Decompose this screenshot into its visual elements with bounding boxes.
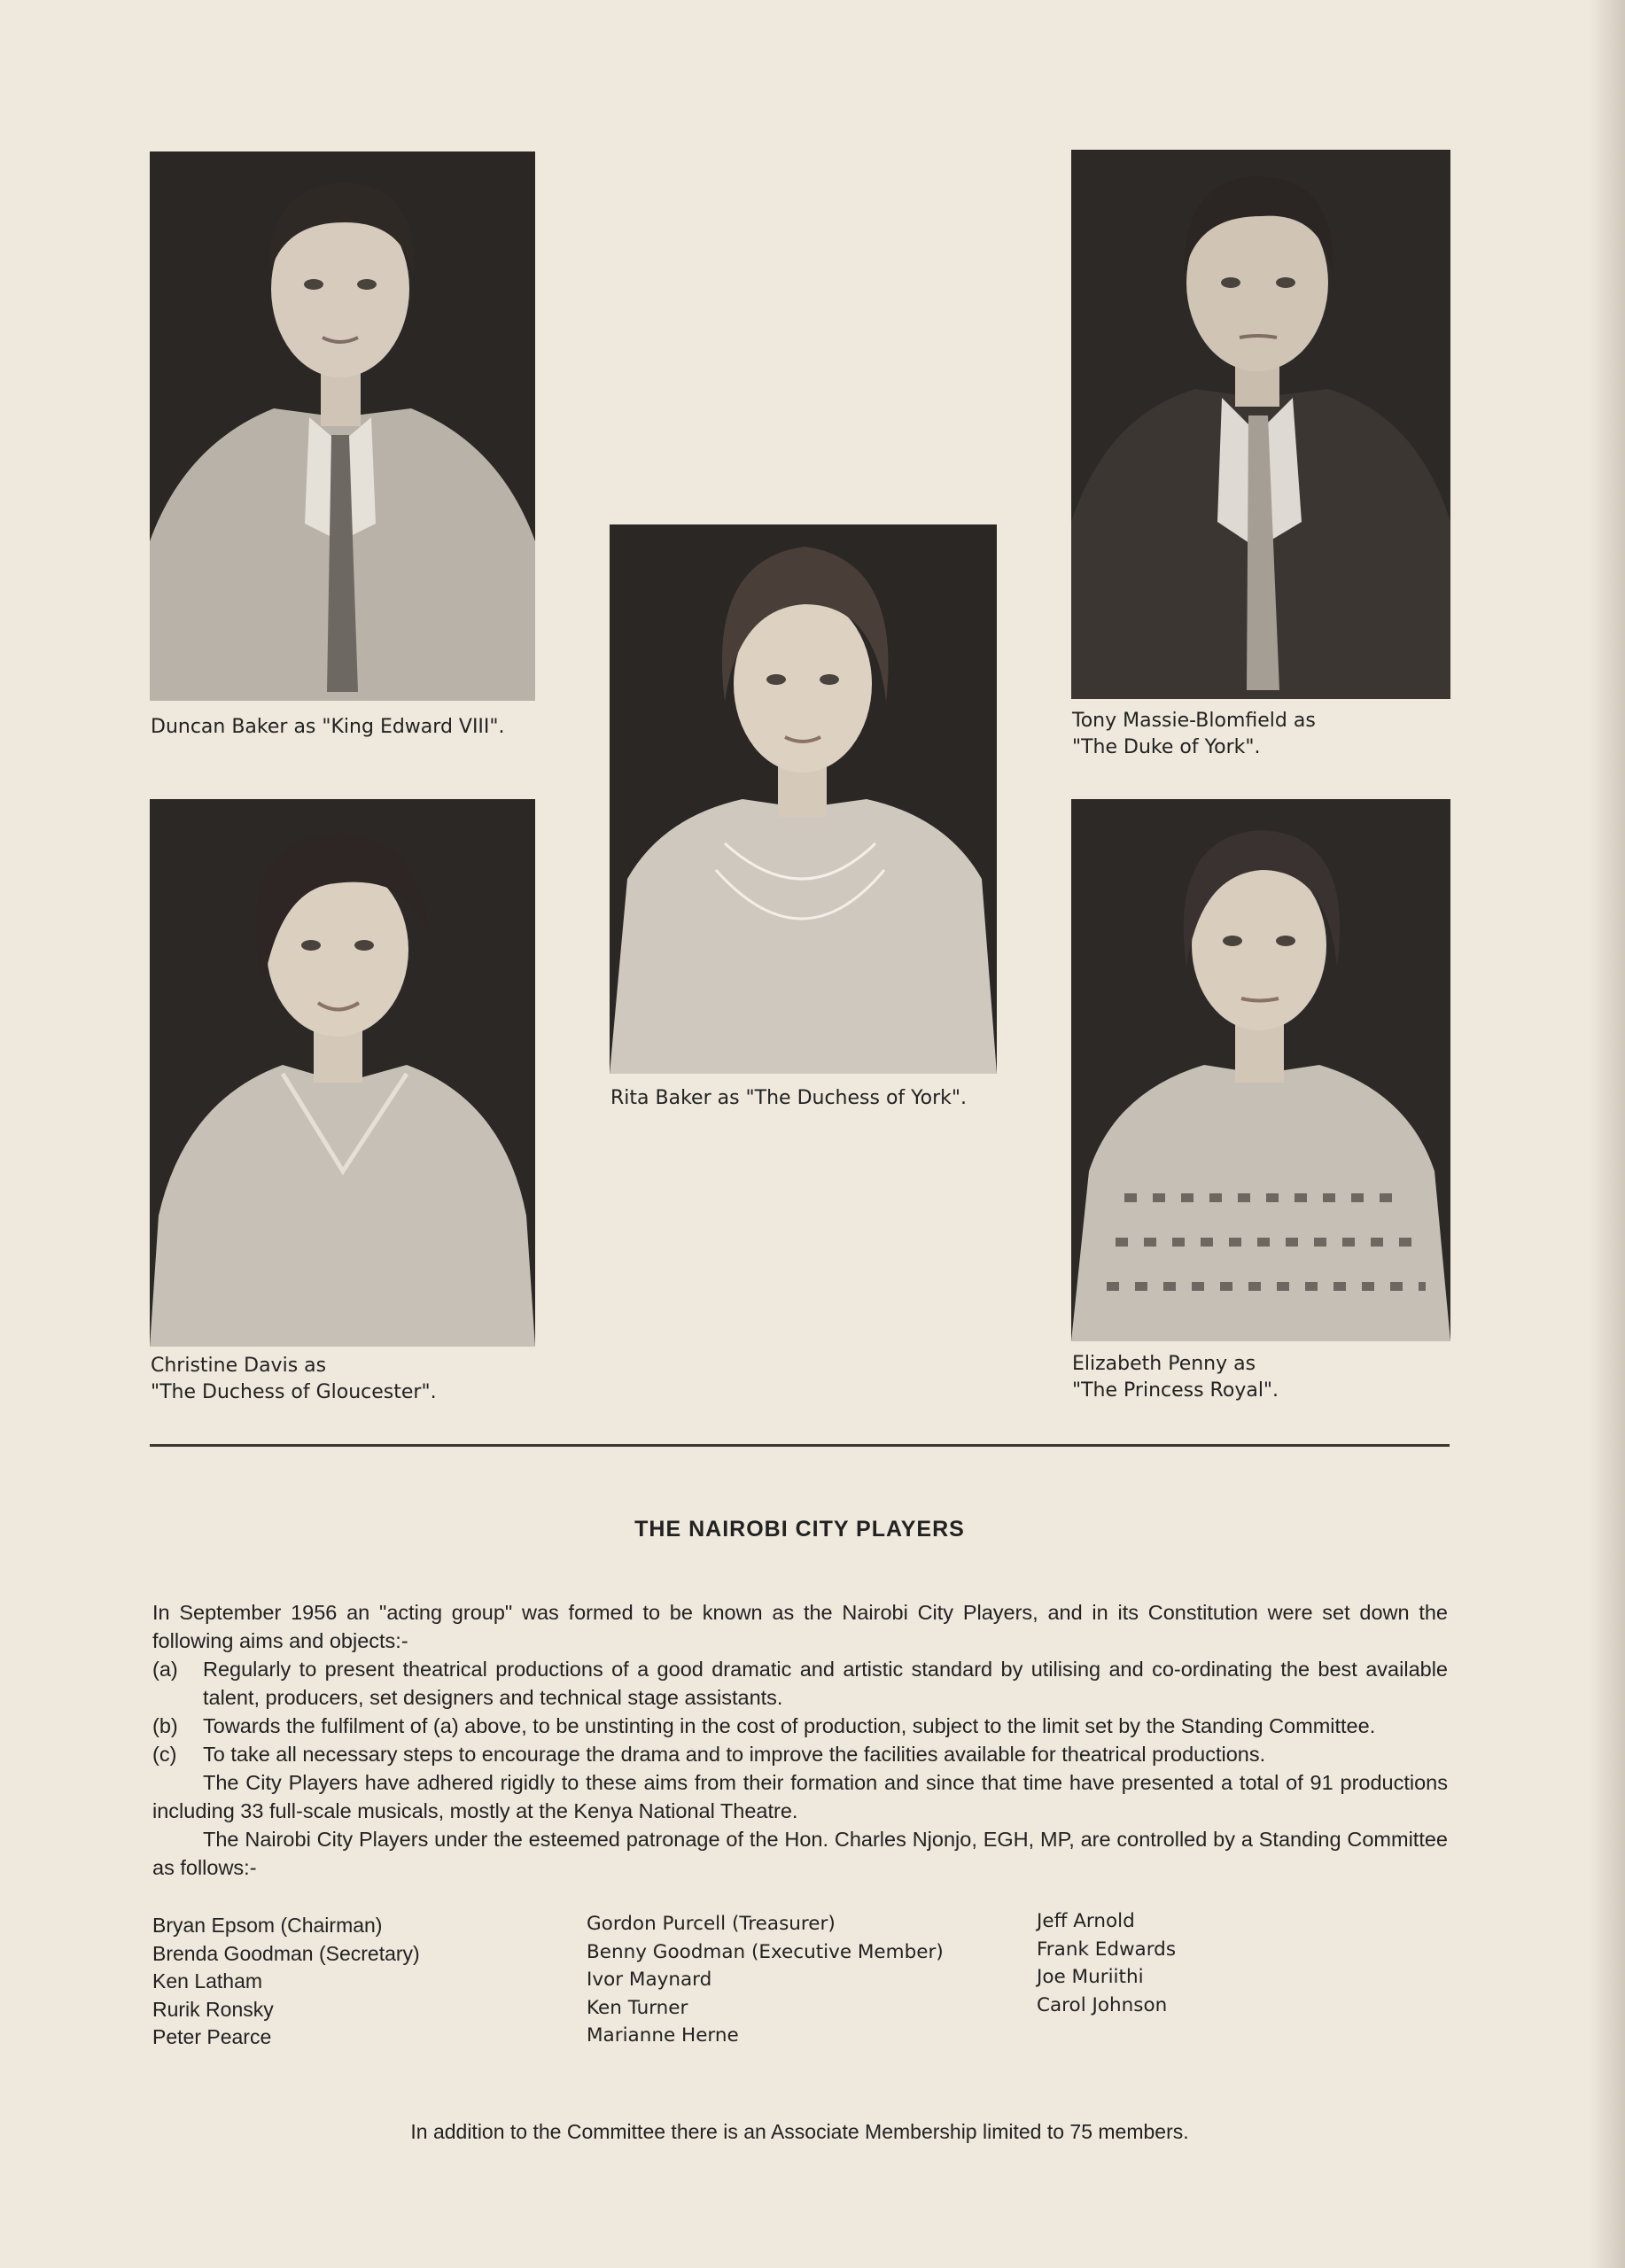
aim-mark: (a) — [152, 1658, 178, 1681]
caption-christine-davis: Christine Davis as "The Duchess of Gloucester". — [151, 1355, 437, 1403]
committee-member: Ken Latham — [152, 1969, 263, 1992]
aim-item-a — [152, 1655, 1448, 1712]
caption-duncan-baker: Duncan Baker as "King Edward VIII". — [151, 716, 505, 738]
photo-elizabeth-penny — [1071, 799, 1450, 1341]
caption-elizabeth-penny: Elizabeth Penny as "The Princess Royal". — [1072, 1353, 1279, 1402]
committee-column-c — [1037, 1907, 1176, 2019]
history-paragraph: The City Players have adhered rigidly to these aims from their formation and since that time have presented a total of 91 productions including 33 full-scale musicals, mostly at the Kenya National Theatre. — [152, 1771, 1448, 1822]
committee-column-b — [587, 1910, 944, 2050]
committee-member: Jeff Arnold — [1037, 1910, 1135, 1932]
committee-member: Rurik Ronsky — [152, 1997, 274, 2021]
committee-member: Bryan Epsom (Chairman) — [152, 1914, 383, 1937]
committee-column-a — [152, 1912, 420, 2052]
aim-mark: (b) — [152, 1714, 178, 1737]
section-body — [152, 1598, 1448, 1882]
committee-member: Gordon Purcell (Treasurer) — [587, 1913, 836, 1935]
aim-mark: (c) — [152, 1743, 177, 1766]
aim-text: To take all necessary steps to encourage the drama and to improve the facilities available for theatrical productions. — [203, 1743, 1266, 1766]
section-title: THE NAIROBI CITY PLAYERS — [634, 1517, 965, 1542]
photo-rita-baker — [610, 524, 997, 1074]
photo-christine-davis — [150, 799, 535, 1347]
section-divider — [150, 1444, 1450, 1447]
committee-member: Ivor Maynard — [587, 1969, 712, 1991]
caption-rita-baker: Rita Baker as "The Duchess of York". — [610, 1087, 968, 1109]
aim-item-b — [152, 1712, 1448, 1740]
committee-member: Brenda Goodman (Secretary) — [152, 1941, 420, 1965]
committee-member: Peter Pearce — [152, 2025, 272, 2048]
committee-member: Carol Johnson — [1037, 1993, 1168, 2016]
aim-text: Regularly to present theatrical productions of a good dramatic and artistic standard by utilising and co-ordinating the best available talent, producers, set designers and technical stage assistants. — [203, 1658, 1448, 1709]
aim-item-c — [152, 1740, 1448, 1768]
intro-paragraph: In September 1956 an "acting group" was formed to be known as the Nairobi City Players, and in its Constitution were set down the following aims and objects:- — [152, 1601, 1448, 1652]
committee-member: Ken Turner — [587, 1996, 688, 2019]
membership-note: In addition to the Committee there is an Associate Membership limited to 75 members. — [410, 2120, 1189, 2143]
aim-text: Towards the fulfilment of (a) above, to be unstinting in the cost of production, subject to the limit set by the Standing Committee. — [203, 1714, 1376, 1737]
committee-member: Benny Goodman (Executive Member) — [587, 1940, 944, 1963]
committee-member: Frank Edwards — [1037, 1938, 1177, 1961]
patronage-paragraph: The Nairobi City Players under the esteemed patronage of the Hon. Charles Njonjo, EGH, MP, are controlled by a Standing Committee as follows:- — [152, 1828, 1448, 1879]
committee-member: Joe Muriithi — [1037, 1966, 1144, 1988]
committee-member: Marianne Herne — [587, 2024, 739, 2047]
caption-tony-massie-blomfield: Tony Massie-Blomfield as "The Duke of York". — [1072, 710, 1316, 758]
photo-duncan-baker — [150, 151, 535, 701]
page-edge-shadow — [1590, 0, 1625, 2268]
photo-tony-massie-blomfield — [1071, 150, 1450, 699]
